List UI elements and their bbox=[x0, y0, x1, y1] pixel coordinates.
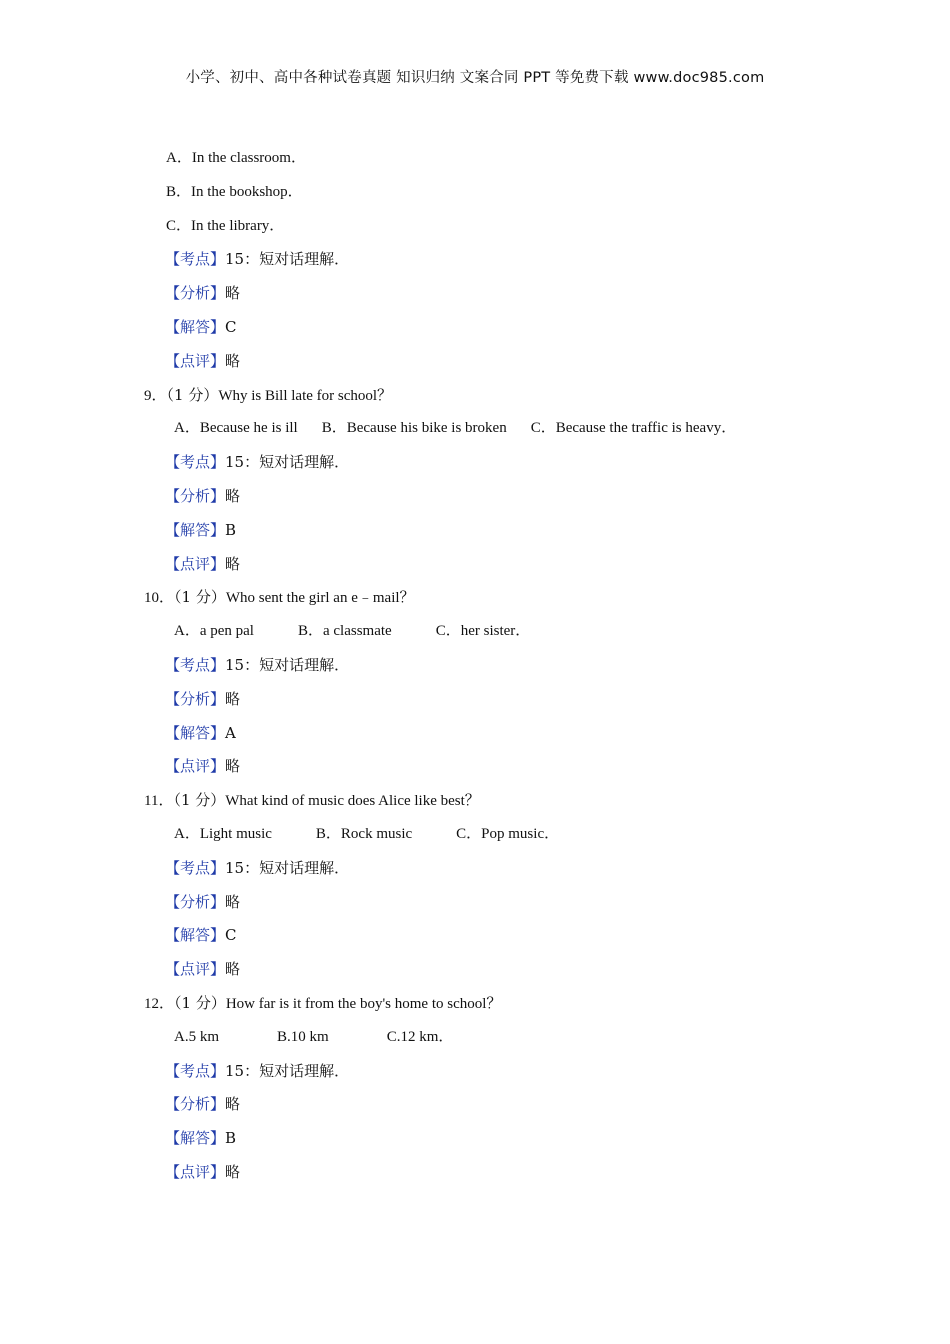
q10-kaodian bbox=[0, 652, 950, 686]
question-number: 10． bbox=[144, 590, 175, 607]
question-score: （1 分） bbox=[174, 588, 226, 607]
kaodian-text: 15：短对话理解． bbox=[225, 453, 350, 472]
choice-a: A.5 km bbox=[174, 1028, 219, 1045]
dianping-text: 略 bbox=[225, 757, 241, 776]
exam-content bbox=[0, 145, 950, 1193]
question-number: 11． bbox=[144, 793, 174, 810]
q8-option-c: C．In the library． bbox=[166, 217, 285, 234]
kaodian-text: 15：短对话理解． bbox=[225, 858, 350, 877]
kaodian-tag: 【考点】 bbox=[165, 250, 226, 269]
question-text: Who sent the girl an e﹣mail？ bbox=[225, 590, 415, 607]
choice-c: C.12 km． bbox=[386, 1028, 454, 1045]
jieda-tag: 【解答】 bbox=[165, 926, 226, 945]
q12-kaodian bbox=[0, 1058, 950, 1092]
q9-fenxi bbox=[0, 483, 950, 517]
page-header: 小学、初中、高中各种试卷真题 知识归纳 文案合同 PPT 等免费下载 www.doc985.com bbox=[185, 70, 765, 86]
choice-b: B.10 km bbox=[277, 1028, 329, 1045]
dianping-text: 略 bbox=[225, 554, 241, 573]
kaodian-text: 15：短对话理解． bbox=[225, 655, 350, 674]
jieda-text: A bbox=[225, 723, 236, 742]
q12-fenxi bbox=[0, 1091, 950, 1125]
dianping-text: 略 bbox=[225, 1162, 241, 1181]
q10-fenxi bbox=[0, 686, 950, 720]
fenxi-tag: 【分析】 bbox=[165, 284, 226, 303]
q8-kaodian bbox=[0, 246, 950, 280]
jieda-tag: 【解答】 bbox=[165, 520, 226, 539]
q10-jieda bbox=[0, 720, 950, 754]
jieda-text: C bbox=[225, 317, 237, 336]
question-9 bbox=[0, 382, 950, 416]
fenxi-text: 略 bbox=[225, 486, 241, 505]
q11-kaodian bbox=[0, 855, 950, 889]
choice-c: C．Because the traffic is heavy． bbox=[530, 420, 737, 437]
jieda-tag: 【解答】 bbox=[165, 723, 226, 742]
kaodian-text: 15：短对话理解． bbox=[225, 250, 350, 269]
choice-c: C．Pop music． bbox=[456, 825, 560, 842]
choice-a: A．Because he is ill bbox=[174, 420, 298, 437]
fenxi-text: 略 bbox=[225, 1095, 241, 1114]
fenxi-text: 略 bbox=[225, 892, 241, 911]
question-number: 12． bbox=[144, 995, 175, 1012]
choice-b: B．Rock music bbox=[315, 825, 413, 842]
jieda-text: B bbox=[225, 1129, 237, 1148]
question-11 bbox=[0, 787, 950, 821]
q8-option-a: A．In the classroom． bbox=[166, 150, 306, 166]
q10-dianping bbox=[0, 753, 950, 787]
choice-a: A．a pen pal bbox=[174, 623, 254, 640]
question-text: What kind of music does Alice like best？ bbox=[225, 793, 480, 810]
dianping-tag: 【点评】 bbox=[165, 1162, 226, 1181]
dianping-text: 略 bbox=[225, 351, 241, 370]
jieda-text: B bbox=[225, 520, 237, 539]
q10-choices bbox=[0, 618, 950, 652]
q11-dianping bbox=[0, 956, 950, 990]
jieda-tag: 【解答】 bbox=[165, 317, 226, 336]
choice-a: A．Light music bbox=[174, 825, 272, 842]
q11-choices bbox=[0, 821, 950, 855]
dianping-tag: 【点评】 bbox=[165, 351, 226, 370]
kaodian-tag: 【考点】 bbox=[165, 1061, 226, 1080]
dianping-tag: 【点评】 bbox=[165, 757, 226, 776]
jieda-text: C bbox=[225, 926, 237, 945]
q9-kaodian bbox=[0, 449, 950, 483]
jieda-tag: 【解答】 bbox=[165, 1129, 226, 1148]
q12-jieda bbox=[0, 1125, 950, 1159]
kaodian-text: 15：短对话理解． bbox=[225, 1061, 350, 1080]
q12-dianping bbox=[0, 1159, 950, 1193]
fenxi-text: 略 bbox=[225, 689, 241, 708]
question-number: 9． bbox=[144, 387, 167, 404]
question-10 bbox=[0, 584, 950, 618]
fenxi-tag: 【分析】 bbox=[165, 892, 226, 911]
question-score: （1 分） bbox=[173, 791, 226, 810]
choice-b: B．Because his bike is broken bbox=[321, 420, 507, 437]
q8-dianping bbox=[0, 348, 950, 382]
q8-option-b: B．In the bookshop． bbox=[166, 183, 303, 200]
choice-b: B．a classmate bbox=[297, 623, 392, 640]
kaodian-tag: 【考点】 bbox=[165, 655, 226, 674]
q11-jieda bbox=[0, 922, 950, 956]
q8-jieda bbox=[0, 314, 950, 348]
kaodian-tag: 【考点】 bbox=[165, 858, 226, 877]
dianping-tag: 【点评】 bbox=[165, 960, 226, 979]
question-12 bbox=[0, 990, 950, 1024]
q9-jieda bbox=[0, 517, 950, 551]
fenxi-tag: 【分析】 bbox=[165, 689, 226, 708]
dianping-tag: 【点评】 bbox=[165, 554, 226, 573]
fenxi-tag: 【分析】 bbox=[165, 1095, 226, 1114]
choice-c: C．her sister． bbox=[435, 623, 531, 640]
question-score: （1 分） bbox=[174, 993, 226, 1012]
dianping-text: 略 bbox=[225, 960, 241, 979]
question-score: （1 分） bbox=[166, 385, 219, 404]
question-text: How far is it from the boy's home to school？ bbox=[225, 995, 502, 1012]
q9-dianping bbox=[0, 551, 950, 585]
question-text: Why is Bill late for school？ bbox=[218, 387, 393, 404]
fenxi-text: 略 bbox=[225, 284, 241, 303]
kaodian-tag: 【考点】 bbox=[165, 453, 226, 472]
q12-choices bbox=[0, 1024, 950, 1058]
q8-fenxi bbox=[0, 280, 950, 314]
fenxi-tag: 【分析】 bbox=[165, 486, 226, 505]
q9-choices bbox=[0, 415, 950, 449]
q11-fenxi bbox=[0, 889, 950, 923]
